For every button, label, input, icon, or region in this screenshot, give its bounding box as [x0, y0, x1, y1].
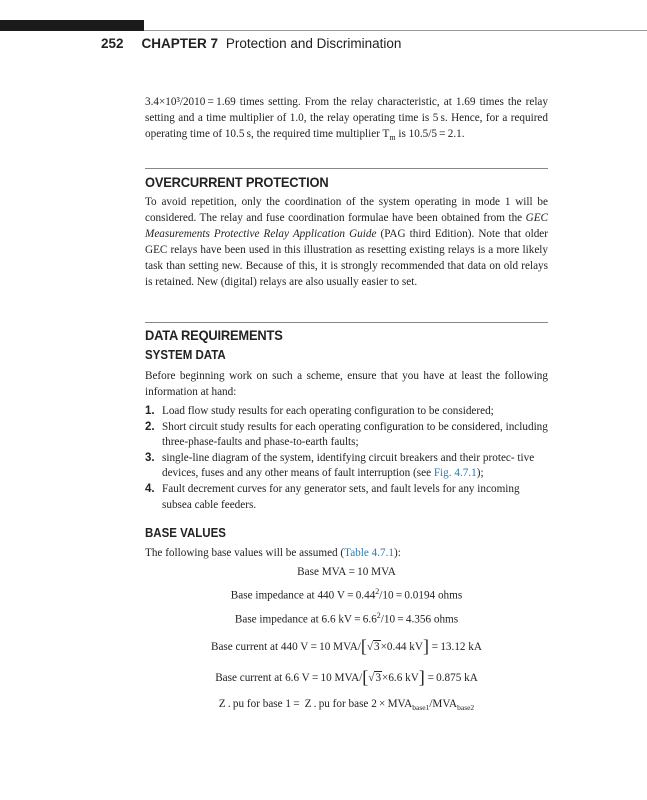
figure-link[interactable]: Fig. 4.7.1 — [433, 467, 477, 480]
running-header — [101, 36, 401, 51]
requirements-list — [145, 404, 548, 513]
header-bar — [0, 20, 144, 31]
heading-base-values: BASE VALUES — [145, 526, 226, 540]
equation-base-current-440v: Base current at 440 V = 10 MVA/[√3×0.44 kV] = 13.12 kA — [211, 636, 482, 656]
equation-base-mva: Base MVA = 10 MVA — [297, 566, 396, 578]
section-rule — [145, 322, 548, 323]
equation-base-impedance-440v: Base impedance at 440 $V = 0.44^2/10 = 0.0194$ ohms — [230, 587, 463, 602]
table-link[interactable]: Table 4.7.1 — [344, 547, 395, 559]
equation-base-current-6-6v: Base current at 6.6 V = 10 MVA/[√3×6.6 kV] = 0.875 kA — [215, 667, 478, 687]
list-item: 1. Load flow study results for each operating configuration to be considered; — [145, 405, 494, 417]
heading-data-requirements: DATA REQUIREMENTS — [145, 327, 283, 343]
intro-paragraph: 3.4×10³/2010 = 1.69 times setting. From the relay characteristic, at 1.69 times the relay setting and a time multiplier of 1.0, the relay operating time is 5 s. Hence, for a required operating time of 10.5 s, the required time multiplier $T_m$ is 10.5/5 = 2.1. — [145, 96, 548, 143]
list-item: 2. Short circuit study results for each operating configuration to be considered, including three-phase-faults and phase-to-earth faults; — [145, 420, 548, 449]
base-values-intro: The following base values will be assumed (Table 4.7.1): — [145, 547, 401, 559]
overcurrent-paragraph: To avoid repetition, only the coordination of the system operating in mode 1 will be considered. The relay and fuse coordination formulae have been obtained from the GEC Measurements Protective Relay Application Guide (PAG third Edition). Note that older GEC relays have been used in this illustration as resetting existing relays is a more likely task than setting new. Because of this, it is strongly recommended that data on old relays is retained. New (digital) relays are also usually easier to set. — [145, 196, 548, 288]
section-rule — [145, 168, 548, 169]
page-number: 252 — [101, 36, 124, 51]
system-data-intro: Before beginning work on such a scheme, ensure that you have at least the following information at hand: — [145, 370, 548, 398]
chapter-label: CHAPTER 7 — [141, 36, 219, 51]
equation-z-pu-conversion: Z . pu for base 1 = Z . pu for base $2 \times MVA_{base1}/MVA_{base2}$ — [218, 698, 475, 713]
equation-base-impedance-6-6kv: Base impedance at 6.6 kV = $6.6^2/10 = 4.356$ ohms — [234, 611, 459, 626]
chapter-title: Protection and Discrimination — [225, 36, 402, 51]
list-item: 4. Fault decrement curves for any generator sets, and fault levels for any incoming subsea cable feeders. — [145, 482, 520, 511]
header-rule — [144, 30, 647, 31]
list-item: 3. single-line diagram of the system, identifying circuit breakers and their protec- tive devices, fuses and any other means of fault interruption (see Fig. 4.7.1); — [145, 451, 535, 480]
heading-system-data: SYSTEM DATA — [145, 348, 226, 362]
heading-overcurrent-protection: OVERCURRENT PROTECTION — [145, 174, 329, 190]
